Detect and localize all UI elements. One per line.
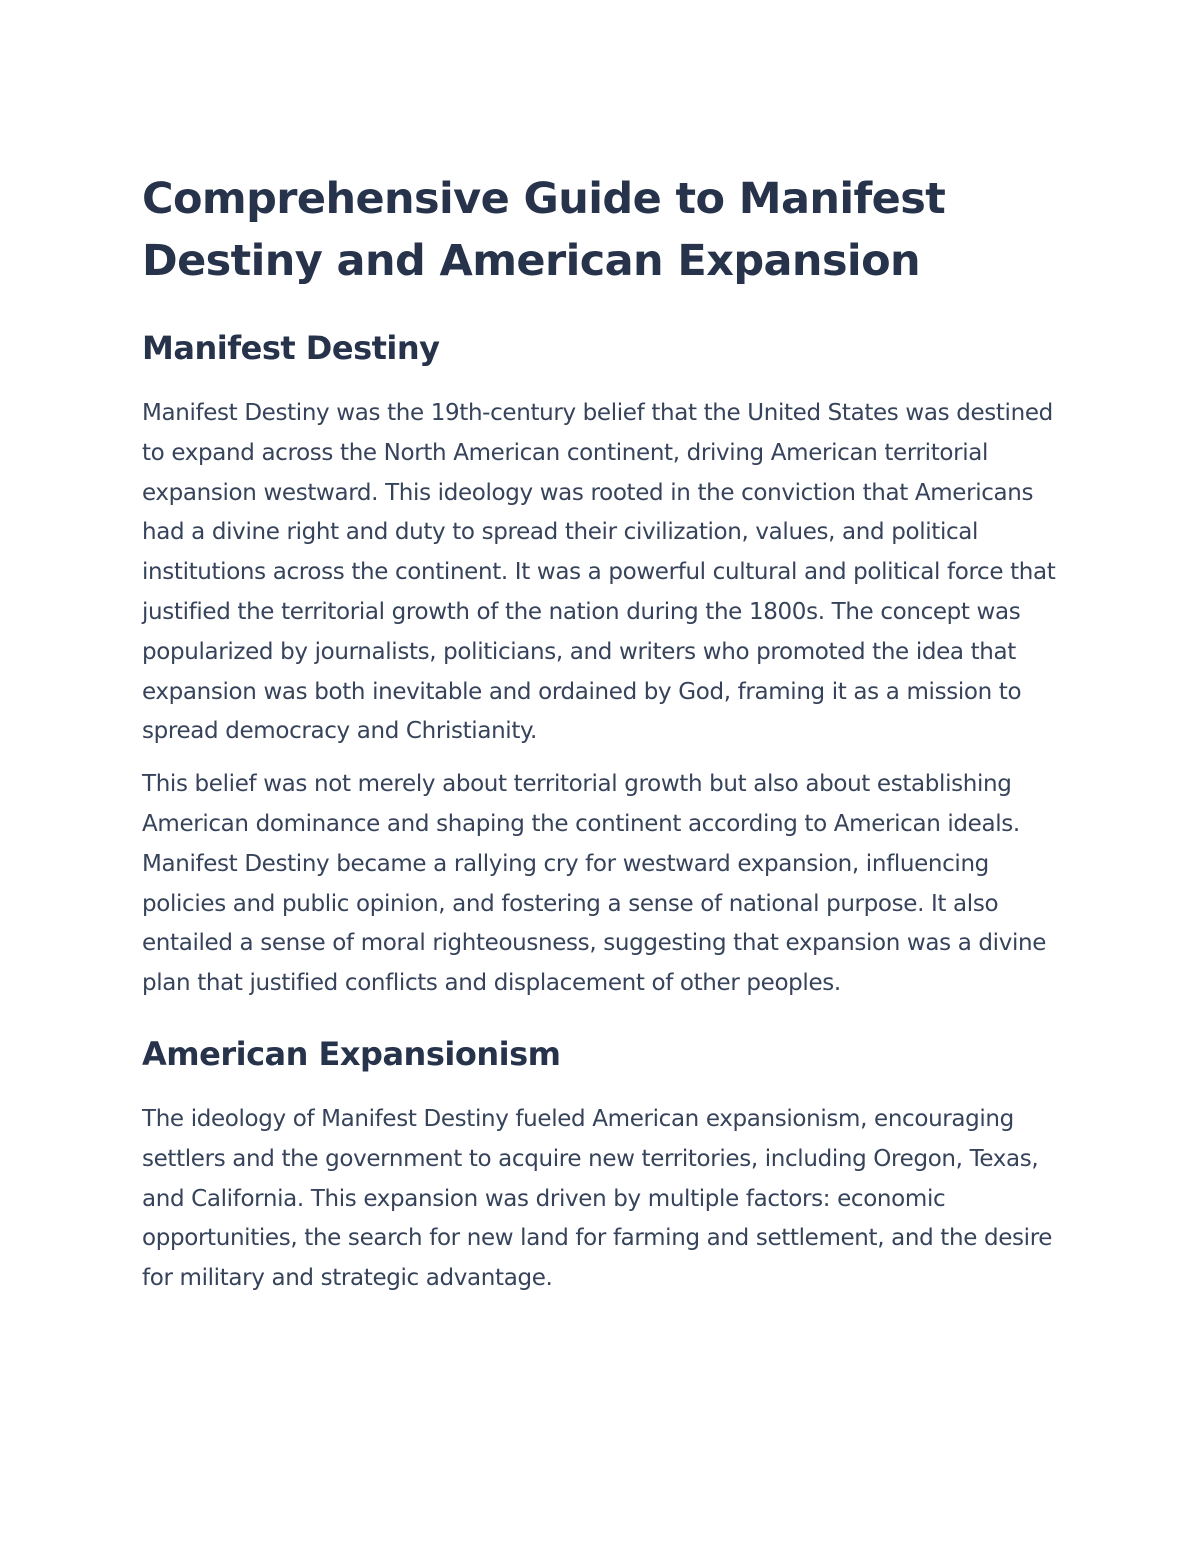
paragraph: The ideology of Manifest Destiny fueled American expansionism, encouraging settlers and the government to acquire new territories, including Oregon, Texas, and California. This expansion was driven by multiple factors: economic opportunities, the search for new land for farming and settlement, and the desire for military and strategic advantage. <box>142 1105 1053 1292</box>
document-page <box>142 168 1062 1299</box>
section-heading: American Expansionism <box>142 1034 561 1073</box>
document-title: Comprehensive Guide to Manifest Destiny and American Expansion <box>142 174 946 286</box>
section-american-expansionism <box>142 1034 1062 1299</box>
paragraph: Manifest Destiny was the 19th-century belief that the United States was destined to expand across the North American continent, driving American territorial expansion westward. This ideology was rooted in the conviction that Americans had a divine right and duty to spread their civilization, values, and political institutions across the continent. It was a powerful cultural and political force that justified the territorial growth of the nation during the 1800s. The concept was popularized by journalists, politicians, and writers who promoted the idea that expansion was both inevitable and ordained by God, framing it as a mission to spread democracy and Christianity. <box>142 400 1056 745</box>
paragraph: This belief was not merely about territorial growth but also about establishing American dominance and shaping the continent according to American ideals. Manifest Destiny became a rallying cry for westward expansion, influencing policies and public opinion, and fostering a sense of national purpose. It also entailed a sense of moral righteousness, suggesting that expansion was a divine plan that justified conflicts and displacement of other peoples. <box>142 771 1047 997</box>
section-manifest-destiny <box>142 328 1062 1004</box>
section-heading: Manifest Destiny <box>142 329 440 367</box>
